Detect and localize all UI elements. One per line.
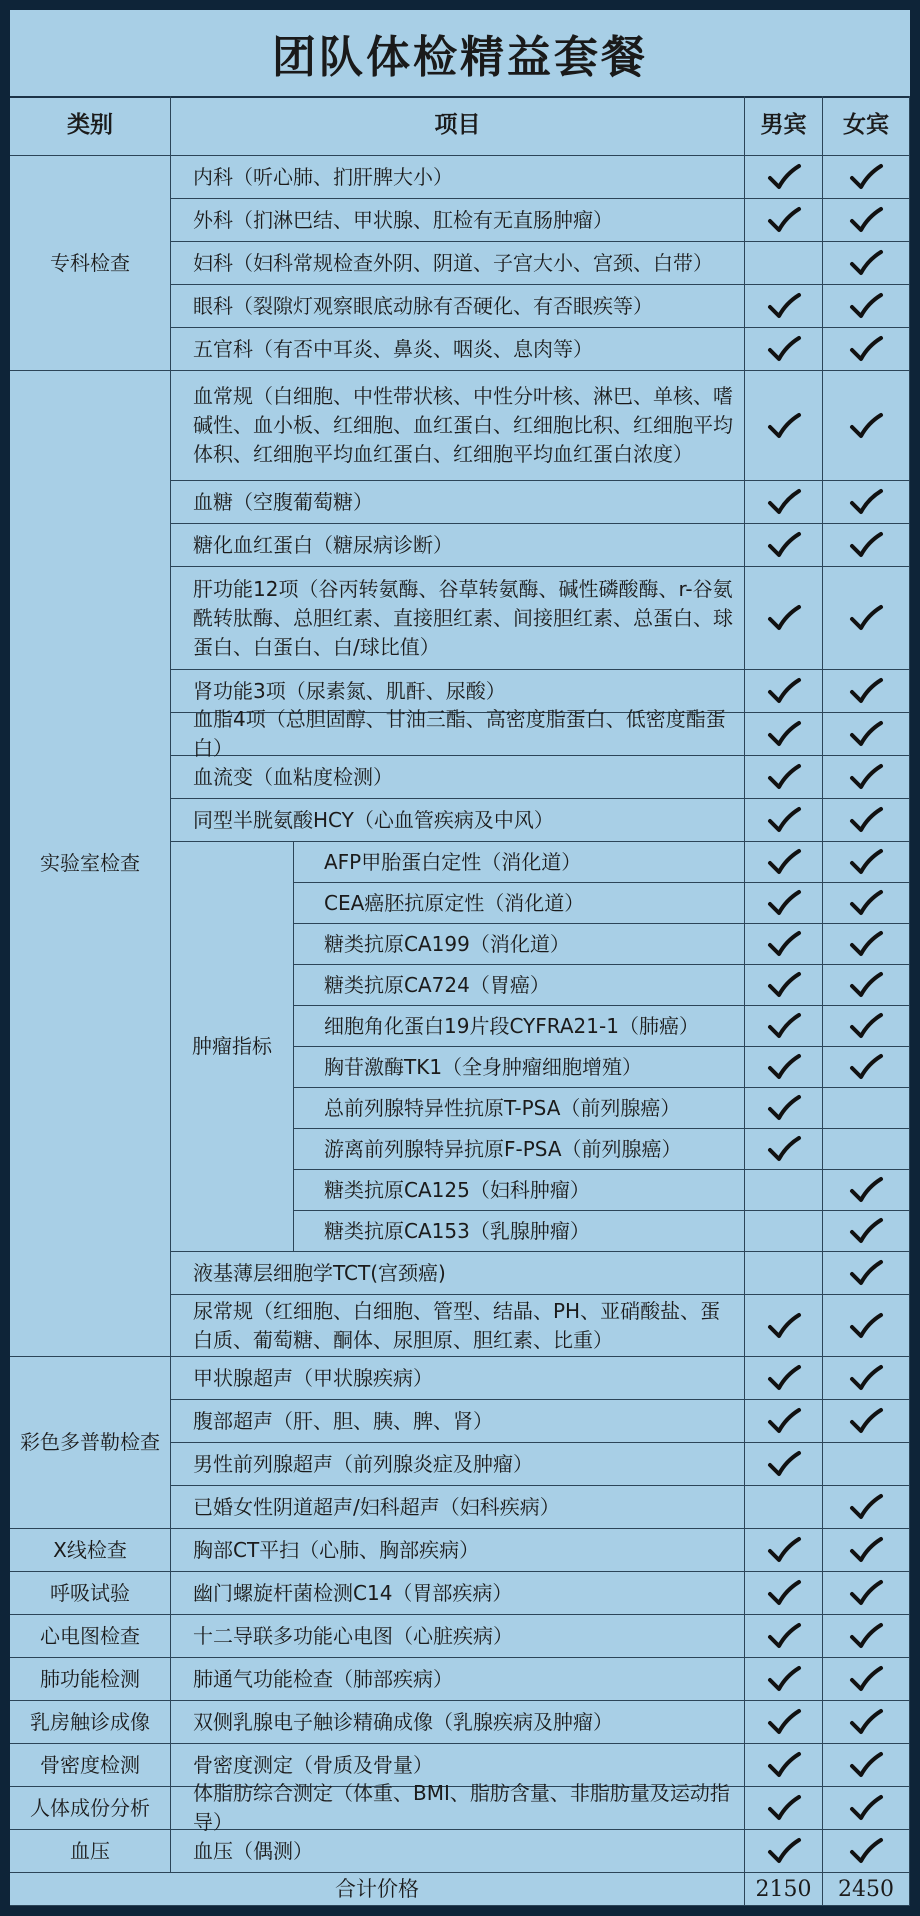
check-mark-icon: [848, 1492, 884, 1522]
exam-item: 妇科（妇科常规检查外阴、阴道、子宫大小、宫颈、白带）: [171, 242, 745, 285]
check-mark-icon: [766, 1535, 802, 1565]
category-label: 乳房触诊成像: [10, 1701, 171, 1744]
exam-item: 腹部超声（肝、胆、胰、脾、肾）: [171, 1400, 745, 1443]
male-mark-cell: [745, 1701, 823, 1744]
female-mark-cell: [823, 156, 910, 199]
check-mark-icon: [848, 847, 884, 877]
check-mark-icon: [848, 1258, 884, 1288]
female-mark-cell: [823, 713, 910, 756]
check-mark-icon: [848, 1011, 884, 1041]
exam-item: 男性前列腺超声（前列腺炎症及肿瘤）: [171, 1443, 745, 1486]
female-mark-cell: [823, 1006, 910, 1047]
header-category: 类别: [10, 96, 171, 156]
check-mark-icon: [766, 1311, 802, 1341]
male-mark-cell: [745, 156, 823, 199]
check-mark-icon: [848, 1707, 884, 1737]
check-mark-icon: [848, 1216, 884, 1246]
check-mark-icon: [766, 1664, 802, 1694]
male-mark-cell: [745, 328, 823, 371]
check-mark-icon: [766, 162, 802, 192]
header-male: 男宾: [745, 96, 823, 156]
female-mark-cell: [823, 328, 910, 371]
female-mark-cell: [823, 924, 910, 965]
female-mark-cell: [823, 1211, 910, 1252]
male-mark-cell: [745, 1252, 823, 1295]
category-label: 肺功能检测: [10, 1658, 171, 1701]
category-label: 血压: [10, 1830, 171, 1873]
exam-item: 五官科（有否中耳炎、鼻炎、咽炎、息肉等）: [171, 328, 745, 371]
exam-item: 血脂4项（总胆固醇、甘油三酯、高密度脂蛋白、低密度酯蛋白）: [171, 713, 745, 756]
package-sheet: [10, 10, 910, 1906]
exam-item: 糖化血红蛋白（糖尿病诊断）: [171, 524, 745, 567]
male-mark-cell: [745, 1572, 823, 1615]
male-mark-cell: [745, 1443, 823, 1486]
check-mark-icon: [848, 805, 884, 835]
check-mark-icon: [766, 1621, 802, 1651]
header-item: 项目: [171, 96, 745, 156]
exam-item: 糖类抗原CA125（妇科肿瘤）: [294, 1170, 745, 1211]
check-mark-icon: [766, 1011, 802, 1041]
male-mark-cell: [745, 1658, 823, 1701]
category-label: 彩色多普勒检查: [10, 1357, 171, 1529]
check-mark-icon: [848, 530, 884, 560]
female-mark-cell: [823, 1787, 910, 1830]
female-mark-cell: [823, 371, 910, 481]
female-mark-cell: [823, 1701, 910, 1744]
exam-item: 双侧乳腺电子触诊精确成像（乳腺疾病及肿瘤）: [171, 1701, 745, 1744]
male-mark-cell: [745, 883, 823, 924]
female-mark-cell: [823, 1529, 910, 1572]
check-mark-icon: [848, 676, 884, 706]
exam-item: 血压（偶测）: [171, 1830, 745, 1873]
check-mark-icon: [766, 1363, 802, 1393]
exam-item: 总前列腺特异性抗原T-PSA（前列腺癌）: [294, 1088, 745, 1129]
female-mark-cell: [823, 1744, 910, 1787]
exam-item: 内科（听心肺、扪肝脾大小）: [171, 156, 745, 199]
female-mark-cell: [823, 1047, 910, 1088]
male-mark-cell: [745, 1830, 823, 1873]
male-price: 2150: [745, 1873, 823, 1906]
check-mark-icon: [848, 487, 884, 517]
exam-item: 糖类抗原CA724（胃癌）: [294, 965, 745, 1006]
tumor-marker-group: 肿瘤指标: [171, 842, 294, 1252]
check-mark-icon: [848, 1175, 884, 1205]
check-mark-icon: [766, 205, 802, 235]
male-mark-cell: [745, 481, 823, 524]
check-mark-icon: [848, 291, 884, 321]
check-mark-icon: [848, 603, 884, 633]
check-mark-icon: [766, 719, 802, 749]
female-mark-cell: [823, 1400, 910, 1443]
check-mark-icon: [848, 1836, 884, 1866]
female-mark-cell: [823, 199, 910, 242]
exam-item: 肾功能3项（尿素氮、肌酐、尿酸）: [171, 670, 745, 713]
check-mark-icon: [766, 970, 802, 1000]
check-mark-icon: [848, 1793, 884, 1823]
package-table: [10, 96, 910, 1906]
exam-item: 肝功能12项（谷丙转氨酶、谷草转氨酶、碱性磷酸酶、r-谷氨酰转肽酶、总胆红素、直接胆红素、间接胆红素、总蛋白、球蛋白、白蛋白、白/球比值）: [171, 567, 745, 670]
check-mark-icon: [766, 1134, 802, 1164]
male-mark-cell: [745, 285, 823, 328]
male-mark-cell: [745, 670, 823, 713]
male-mark-cell: [745, 371, 823, 481]
check-mark-icon: [766, 530, 802, 560]
check-mark-icon: [848, 334, 884, 364]
category-label: X线检查: [10, 1529, 171, 1572]
check-mark-icon: [848, 719, 884, 749]
exam-item: 糖类抗原CA153（乳腺肿瘤）: [294, 1211, 745, 1252]
female-mark-cell: [823, 1295, 910, 1357]
male-mark-cell: [745, 842, 823, 883]
male-mark-cell: [745, 1088, 823, 1129]
check-mark-icon: [766, 888, 802, 918]
check-mark-icon: [848, 1535, 884, 1565]
male-mark-cell: [745, 1615, 823, 1658]
exam-item: 骨密度测定（骨质及骨量）: [171, 1744, 745, 1787]
check-mark-icon: [766, 1707, 802, 1737]
check-mark-icon: [766, 1093, 802, 1123]
check-mark-icon: [766, 929, 802, 959]
exam-item: 细胞角化蛋白19片段CYFRA21-1（肺癌）: [294, 1006, 745, 1047]
female-mark-cell: [823, 1658, 910, 1701]
female-mark-cell: [823, 1443, 910, 1486]
male-mark-cell: [745, 1744, 823, 1787]
female-mark-cell: [823, 1486, 910, 1529]
exam-item: 甲状腺超声（甲状腺疾病）: [171, 1357, 745, 1400]
check-mark-icon: [766, 1406, 802, 1436]
female-mark-cell: [823, 567, 910, 670]
female-mark-cell: [823, 842, 910, 883]
exam-item: 眼科（裂隙灯观察眼底动脉有否硬化、有否眼疾等）: [171, 285, 745, 328]
header-female: 女宾: [823, 96, 910, 156]
check-mark-icon: [848, 970, 884, 1000]
exam-item: 游离前列腺特异抗原F-PSA（前列腺癌）: [294, 1129, 745, 1170]
male-mark-cell: [745, 567, 823, 670]
female-mark-cell: [823, 524, 910, 567]
male-mark-cell: [745, 713, 823, 756]
female-mark-cell: [823, 756, 910, 799]
male-mark-cell: [745, 1295, 823, 1357]
female-price: 2450: [823, 1873, 910, 1906]
exam-item: 血常规（白细胞、中性带状核、中性分叶核、淋巴、单核、嗜碱性、血小板、红细胞、血红蛋白、红细胞比积、红细胞平均体积、红细胞平均血红蛋白、红细胞平均血红蛋白浓度）: [171, 371, 745, 481]
check-mark-icon: [848, 1578, 884, 1608]
male-mark-cell: [745, 756, 823, 799]
male-mark-cell: [745, 1129, 823, 1170]
exam-item: 糖类抗原CA199（消化道）: [294, 924, 745, 965]
check-mark-icon: [766, 411, 802, 441]
category-label: 呼吸试验: [10, 1572, 171, 1615]
check-mark-icon: [766, 1578, 802, 1608]
exam-item: 已婚女性阴道超声/妇科超声（妇科疾病）: [171, 1486, 745, 1529]
female-mark-cell: [823, 285, 910, 328]
exam-item: 外科（扪淋巴结、甲状腺、肛检有无直肠肿瘤）: [171, 199, 745, 242]
female-mark-cell: [823, 1615, 910, 1658]
male-mark-cell: [745, 242, 823, 285]
male-mark-cell: [745, 924, 823, 965]
exam-item: 十二导联多功能心电图（心脏疾病）: [171, 1615, 745, 1658]
female-mark-cell: [823, 1357, 910, 1400]
exam-item: AFP甲胎蛋白定性（消化道）: [294, 842, 745, 883]
exam-item: 血流变（血粘度检测）: [171, 756, 745, 799]
check-mark-icon: [766, 1052, 802, 1082]
male-mark-cell: [745, 1787, 823, 1830]
exam-item: 胸苷激酶TK1（全身肿瘤细胞增殖）: [294, 1047, 745, 1088]
check-mark-icon: [766, 762, 802, 792]
male-mark-cell: [745, 1006, 823, 1047]
check-mark-icon: [766, 1750, 802, 1780]
male-mark-cell: [745, 1357, 823, 1400]
female-mark-cell: [823, 883, 910, 924]
exam-item: CEA癌胚抗原定性（消化道）: [294, 883, 745, 924]
exam-item: 胸部CT平扫（心肺、胸部疾病）: [171, 1529, 745, 1572]
check-mark-icon: [848, 888, 884, 918]
female-mark-cell: [823, 965, 910, 1006]
category-label: 专科检查: [10, 156, 171, 371]
check-mark-icon: [848, 411, 884, 441]
check-mark-icon: [766, 1449, 802, 1479]
check-mark-icon: [848, 1311, 884, 1341]
female-mark-cell: [823, 1572, 910, 1615]
female-mark-cell: [823, 1170, 910, 1211]
check-mark-icon: [766, 603, 802, 633]
female-mark-cell: [823, 1830, 910, 1873]
exam-item: 液基薄层细胞学TCT(宫颈癌): [171, 1252, 745, 1295]
female-mark-cell: [823, 481, 910, 524]
check-mark-icon: [848, 929, 884, 959]
check-mark-icon: [848, 1406, 884, 1436]
check-mark-icon: [848, 1052, 884, 1082]
check-mark-icon: [766, 1793, 802, 1823]
male-mark-cell: [745, 1170, 823, 1211]
male-mark-cell: [745, 965, 823, 1006]
female-mark-cell: [823, 1252, 910, 1295]
check-mark-icon: [848, 205, 884, 235]
male-mark-cell: [745, 1400, 823, 1443]
female-mark-cell: [823, 670, 910, 713]
male-mark-cell: [745, 1047, 823, 1088]
check-mark-icon: [766, 676, 802, 706]
category-label: 心电图检查: [10, 1615, 171, 1658]
check-mark-icon: [848, 1363, 884, 1393]
check-mark-icon: [766, 805, 802, 835]
exam-item: 血糖（空腹葡萄糖）: [171, 481, 745, 524]
check-mark-icon: [766, 1836, 802, 1866]
check-mark-icon: [848, 1664, 884, 1694]
female-mark-cell: [823, 799, 910, 842]
female-mark-cell: [823, 242, 910, 285]
male-mark-cell: [745, 799, 823, 842]
check-mark-icon: [848, 1621, 884, 1651]
exam-item: 同型半胱氨酸HCY（心血管疾病及中风）: [171, 799, 745, 842]
check-mark-icon: [766, 291, 802, 321]
page-title: 团队体检精益套餐: [10, 10, 910, 98]
total-label: 合计价格: [10, 1873, 745, 1906]
female-mark-cell: [823, 1129, 910, 1170]
male-mark-cell: [745, 199, 823, 242]
check-mark-icon: [766, 847, 802, 877]
check-mark-icon: [848, 162, 884, 192]
female-mark-cell: [823, 1088, 910, 1129]
check-mark-icon: [848, 762, 884, 792]
check-mark-icon: [848, 1750, 884, 1780]
check-mark-icon: [766, 487, 802, 517]
exam-item: 幽门螺旋杆菌检测C14（胃部疾病）: [171, 1572, 745, 1615]
exam-item: 肺通气功能检查（肺部疾病）: [171, 1658, 745, 1701]
male-mark-cell: [745, 1211, 823, 1252]
category-label: 实验室检查: [10, 371, 171, 1357]
category-label: 人体成份分析: [10, 1787, 171, 1830]
exam-item: 尿常规（红细胞、白细胞、管型、结晶、PH、亚硝酸盐、蛋白质、葡萄糖、酮体、尿胆原、胆红素、比重）: [171, 1295, 745, 1357]
male-mark-cell: [745, 1486, 823, 1529]
category-label: 骨密度检测: [10, 1744, 171, 1787]
male-mark-cell: [745, 524, 823, 567]
check-mark-icon: [766, 334, 802, 364]
exam-item: 体脂肪综合测定（体重、BMI、脂肪含量、非脂肪量及运动指导）: [171, 1787, 745, 1830]
check-mark-icon: [848, 248, 884, 278]
male-mark-cell: [745, 1529, 823, 1572]
